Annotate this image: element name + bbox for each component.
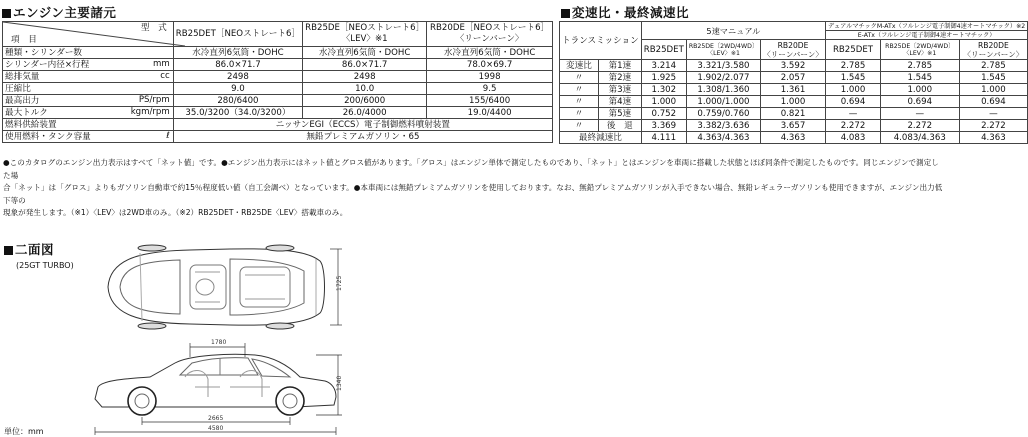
spec-value: 水冷直列6気筒・DOHC [303,47,427,59]
spec-value: ニッサンEGI（ECCS）電子制御燃料噴射装置 [173,119,552,131]
gear-row-3 [560,84,1028,96]
gear-col-rb25de: RB25DE〔2WD/4WD〕 〈LEV〉※1 [686,40,760,60]
gear-value: — [959,108,1028,120]
gear-section-title: 変速比・最終減速比 [561,3,689,21]
spec-value: 9.0 [173,83,302,95]
spec-row-displacement [3,71,553,83]
gear-head-transmission: トランスミッション [560,22,642,60]
spec-value: 水冷直列6気筒・DOHC [427,47,553,59]
gear-head-manual: 5速マニュアル [641,22,825,40]
gear-value: 4.111 [641,132,686,144]
gear-value: 3.321/3.580 [686,60,760,72]
gear-value: — [881,108,960,120]
section-square-icon [561,9,570,18]
spec-value: 19.0/4400 [427,107,553,119]
gear-value: 4.083/4.363 [881,132,960,144]
gear-value: 1.000 [825,84,880,96]
spec-value: 86.0×71.7 [303,59,427,71]
gear-value: 1.545 [825,72,880,84]
footnotes [3,157,945,220]
gear-head-auto-1: デュアルマチックM-ATx（フルレンジ電子制御4速オートマチック）※2 [825,22,1027,31]
spec-value: 1998 [427,71,553,83]
gear-value: 1.000 [761,96,826,108]
model-header-rb25de [303,22,427,47]
gear-value: 3.214 [641,60,686,72]
gear-value: 1.308/1.360 [686,84,760,96]
spec-row-fuel-type [3,131,553,143]
engine-section-title: エンジン主要諸元 [2,3,116,21]
gear-value: 2.785 [959,60,1028,72]
gear-value: 2.272 [881,120,960,132]
gear-value: 2.272 [959,120,1028,132]
spec-row-compression [3,83,553,95]
gear-value: 0.694 [825,96,880,108]
gear-value: 1.545 [881,72,960,84]
gear-value: 1.361 [761,84,826,96]
gear-ditto: 〃 [560,120,599,132]
gear-value: 0.759/0.760 [686,108,760,120]
gear-ditto: 〃 [560,72,599,84]
spec-value: 9.5 [427,83,553,95]
gear-ratio-table [559,21,1028,144]
gear-value: 0.821 [761,108,826,120]
gear-final-label: 最終減速比 [560,132,642,144]
gear-value: 0.694 [881,96,960,108]
gear-value: 2.785 [825,60,880,72]
spec-row-label: 最大トルク kgm/rpm [3,107,174,119]
model-header-rb20de [427,22,553,47]
gear-value: 3.657 [761,120,826,132]
spec-value: 86.0×71.7 [173,59,302,71]
gear-ditto: 〃 [560,108,599,120]
spec-value: 155/6400 [427,95,553,107]
unit-label: 単位：mm [4,427,44,436]
car-drawing [80,237,430,437]
model-header-rb25de-l2: 〈LEV〉※1 [341,34,388,44]
spec-row-type [3,47,553,59]
spec-value: 2498 [173,71,302,83]
gear-row-1 [560,60,1028,72]
model-header-rb25de-l1: RB25DE［NEOストレート6］ [305,23,425,33]
dim-length: 4580 [208,425,224,432]
gear-value: 1.000 [959,84,1028,96]
footnote-line: 合「ネット」は「グロス」よりもガソリン自動車で約15％程度低い値（自工会調べ）となっています。●本車両には無鉛プレミアムガソリンを使用しております。なお、無鉛プレミアムガソリンが入手できない場合、無鉛レギュラーガソリンも使用できますが、エンジン出力低下等の [3,183,943,205]
gear-ditto: 〃 [560,84,599,96]
gear-value: 1.000/1.000 [686,96,760,108]
gear-col-rb25det: RB25DET [641,40,686,60]
gear-row-5 [560,108,1028,120]
gear-label: 第2速 [598,72,641,84]
model-header-rb20de-l1: RB20DE［NEOストレート6］ [430,23,550,33]
gear-value: 1.000 [641,96,686,108]
gear-label: 第3速 [598,84,641,96]
gear-value: 1.000 [881,84,960,96]
spec-value: 280/6400 [173,95,302,107]
gear-value: 1.902/2.077 [686,72,760,84]
gear-head-auto-2: E-ATx（フルレンジ電子制御4速オートマチック） [825,31,1027,40]
spec-corner-cell [3,22,174,47]
gear-value: 2.057 [761,72,826,84]
gear-row-4 [560,96,1028,108]
gear-value: 2.272 [825,120,880,132]
section-square-icon [2,9,11,18]
drawing-model-label: (25GT TURBO) [16,261,74,270]
gear-value: 1.925 [641,72,686,84]
gear-col-rb20de: RB20DE 〈リーンバーン〉 [761,40,826,60]
spec-row-power [3,95,553,107]
gear-row-reverse [560,120,1028,132]
car-side-view [95,354,336,415]
spec-row-fuel-system [3,119,553,131]
gear-value: 2.785 [881,60,960,72]
spec-value: 水冷直列6気筒・DOHC [173,47,302,59]
gear-value: 1.302 [641,84,686,96]
dim-width: 1725 [336,275,343,291]
gear-col-at-rb25de: RB25DE〔2WD/4WD〕 〈LEV〉※1 [881,40,960,60]
dim-height: 1340 [336,375,343,391]
gear-col-at-rb25det: RB25DET [825,40,880,60]
gear-value: 4.363 [959,132,1028,144]
gear-value: 0.752 [641,108,686,120]
gear-value: 4.363 [761,132,826,144]
gear-col-at-rb20de: RB20DE 〈リーンバーン〉 [959,40,1028,60]
footnote-line: ●このカタログのエンジン出力表示はすべて「ネット値」です。●エンジン出力表示にはネット値とグロス値があります。「グロス」はエンジン単体で測定したものであり、「ネット」とはエンジンを車両に搭載した状態とほぼ同条件で測定したものです。同じエンジンで測定した場 [3,158,939,180]
section-square-icon [4,246,13,255]
gear-row-2 [560,72,1028,84]
spec-row-label: 種類・シリンダー数 [3,47,174,59]
drawing-section-title: 二面図 [4,240,54,258]
spec-row-label: シリンダー内径×行程 mm [3,59,174,71]
car-top-view [108,245,325,329]
gear-value: 0.694 [959,96,1028,108]
gear-value: 3.369 [641,120,686,132]
spec-value: 35.0/3200（34.0/3200） [173,107,302,119]
spec-value: 200/6000 [303,95,427,107]
footnote-line: 現象が発生します。（※1）〈LEV〉は2WD車のみ。（※2）RB25DET・RB25DE〈LEV〉搭載車のみ。 [3,208,348,218]
engine-spec-table [2,21,553,143]
spec-row-bore-stroke [3,59,553,71]
spec-value: 2498 [303,71,427,83]
corner-bottom-label: 項 目 [11,35,37,45]
gear-value: 3.382/3.636 [686,120,760,132]
model-header-rb20de-l2: 〈リーンバーン〉 [455,34,524,44]
spec-row-label: 燃料供給装置 [3,119,174,131]
gear-label: 後 退 [598,120,641,132]
spec-value: 78.0×69.7 [427,59,553,71]
gear-value: 1.545 [959,72,1028,84]
gear-ditto: 〃 [560,96,599,108]
gear-value: 3.592 [761,60,826,72]
spec-row-label: 圧縮比 [3,83,174,95]
spec-row-label: 最高出力 PS/rpm [3,95,174,107]
dim-roof: 1780 [211,339,227,346]
spec-row-label: 総排気量 cc [3,71,174,83]
gear-row-final [560,132,1028,144]
spec-value: 26.0/4000 [303,107,427,119]
gear-label: 第5速 [598,108,641,120]
corner-top-label: 型 式 [140,23,167,33]
spec-row-label: 使用燃料・タンク容量 ℓ [3,131,174,143]
spec-value: 無鉛プレミアムガソリン・65 [173,131,552,143]
spec-row-torque [3,107,553,119]
gear-value: — [825,108,880,120]
dim-wheelbase: 2665 [208,415,224,422]
model-header-rb25det: RB25DET［NEOストレート6］ [173,22,302,47]
gear-label: 第1速 [598,60,641,72]
spec-value: 10.0 [303,83,427,95]
gear-value: 4.363/4.363 [686,132,760,144]
gear-value: 4.083 [825,132,880,144]
gear-label: 第4速 [598,96,641,108]
gear-ratio-label: 変速比 [560,60,599,72]
